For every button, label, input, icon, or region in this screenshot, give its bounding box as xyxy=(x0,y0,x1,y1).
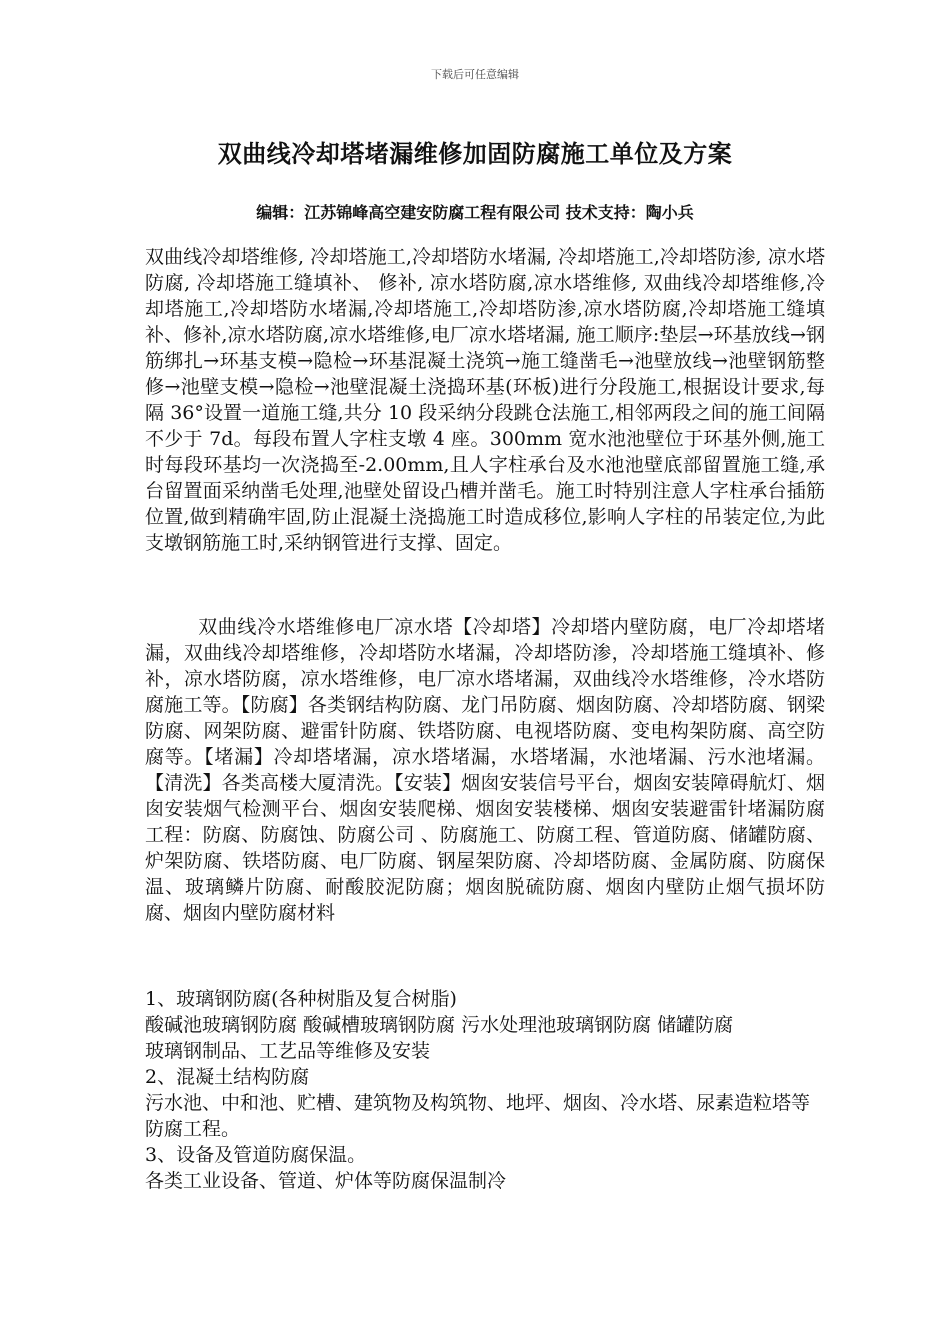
byline: 编辑：江苏锦峰高空建安防腐工程有限公司 技术支持：陶小兵 xyxy=(256,203,694,222)
list-line: 3、设备及管道防腐保温。 xyxy=(145,1144,367,1166)
list-line: 1、玻璃钢防腐(各种树脂及复合树脂) xyxy=(145,988,457,1010)
list-line: 各类工业设备、管道、炉体等防腐保温制冷 xyxy=(145,1170,507,1192)
list-line: 污水池、中和池、贮槽、建筑物及构筑物、地坪、烟囱、冷水塔、尿素造粒塔等防腐工程。 xyxy=(145,1092,811,1140)
paragraph-1: 双曲线冷却塔维修, 冷却塔施工,冷却塔防水堵漏, 冷却塔施工,冷却塔防渗, 凉水塔防腐, 冷却塔施工缝填补、 修补, 凉水塔防腐,凉水塔维修, 双曲线冷却塔维修,冷却塔施工,冷却塔防水堵漏,冷却塔施工,冷却塔防渗,凉水塔防腐,冷却塔施工缝填补、修补,凉水塔防腐,凉水塔维修,电厂凉水塔堵漏, 施工顺序:垫层→环基放线→钢筋绑扎→环基支模→隐检→环基混凝土浇筑→施工缝凿毛→池壁放线→池壁钢筋整修→池壁支模→隐检→池壁混凝土浇捣环基(环板)进行分段施工,根据设计要求,每隔 36°设置一道施工缝,共分 10 段采纳分段跳仓法施工,相邻两段之间的施工间隔不少于 7d。每段布置人字柱支墩 4 座。300mm 宽水池池壁位于环基外侧,施工时每段环基均一次浇捣至-2.00mm,且人字柱承台及水池池壁底部留置施工缝,承台留置面采纳凿毛处理,池壁处留设凸槽并凿毛。施工时特别注意人字柱承台插筋位置,做到精确牢固,防止混凝土浇捣施工时造成移位,影响人字柱的吊装定位,为此支墩钢筋施工时,采纳钢管进行支撑、固定。 xyxy=(145,246,825,554)
paragraph-2: 双曲线冷水塔维修电厂凉水塔【冷却塔】冷却塔内壁防腐，电厂冷却塔堵漏，双曲线冷却塔维修，冷却塔防水堵漏，冷却塔防渗，冷却塔施工缝填补、修补，凉水塔防腐，凉水塔维修，电厂凉水塔堵漏，双曲线冷水塔维修，冷水塔防腐施工等。【防腐】各类钢结构防腐、龙门吊防腐、烟囱防腐、冷却塔防腐、钢梁防腐、网架防腐、避雷针防腐、铁塔防腐、电视塔防腐、变电构架防腐、高空防腐等。【堵漏】冷却塔堵漏，凉水塔堵漏，水塔堵漏，水池堵漏、污水池堵漏。【清洗】各类高楼大厦清洗。【安装】烟囱安装信号平台，烟囱安装障碍航灯、烟囱安装烟气检测平台、烟囱安装爬梯、烟囱安装楼梯、烟囱安装避雷针堵漏防腐工程：防腐、防腐蚀、防腐公司 、防腐施工、防腐工程、管道防腐、储罐防腐、炉架防腐、铁塔防腐、电厂防腐、钢屋架防腐、冷却塔防腐、金属防腐、防腐保温、玻璃鳞片防腐、耐酸胶泥防腐；烟囱脱硫防腐、烟囱内壁防止烟气损坏防腐、烟囱内壁防腐材料 xyxy=(145,616,825,924)
header-note: 下载后可任意编辑 xyxy=(431,68,519,81)
list-line: 2、混凝土结构防腐 xyxy=(145,1066,310,1088)
service-list xyxy=(145,986,825,1194)
list-line: 玻璃钢制品、工艺品等维修及安装 xyxy=(145,1040,431,1062)
list-line: 酸碱池玻璃钢防腐 酸碱槽玻璃钢防腐 污水处理池玻璃钢防腐 储罐防腐 xyxy=(145,1014,734,1036)
document-title: 双曲线冷却塔堵漏维修加固防腐施工单位及方案 xyxy=(217,140,733,168)
